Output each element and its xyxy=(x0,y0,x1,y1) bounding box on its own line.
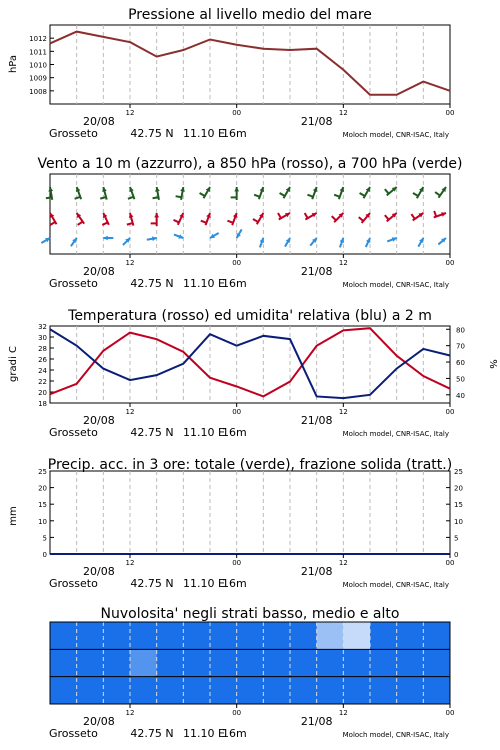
chart-title: Vento a 10 m (azzurro), a 850 hPa (rosso), a 700 hPa (verde) xyxy=(37,156,463,172)
location-elev: 16m xyxy=(222,577,247,590)
y-tick-label-left: 32 xyxy=(38,323,47,331)
wind-barb-700-hPa xyxy=(100,187,107,200)
precipitation-chart xyxy=(0,452,500,600)
barb-feather xyxy=(280,193,285,196)
location-lon: 11.10 E xyxy=(183,577,225,590)
wind-barb-850-hPa xyxy=(151,213,159,226)
date-label: 21/08 xyxy=(300,565,333,578)
cloud-cell-medio xyxy=(370,649,397,676)
wind-barb-10-m xyxy=(418,238,423,247)
wind-barb-850-hPa xyxy=(434,211,446,218)
x-tick-label: 00 xyxy=(445,408,455,416)
cloud-cell-alto xyxy=(317,622,344,649)
cloud-cell-alto xyxy=(130,622,157,649)
cloud-cell-basso xyxy=(237,677,264,704)
location-lon: 11.10 E xyxy=(183,426,225,439)
barb-feather xyxy=(127,223,133,225)
cloud-cell-alto xyxy=(343,622,370,649)
location-elev: 16m xyxy=(222,277,247,290)
temperature-humidity-panel xyxy=(0,300,500,450)
y-tick-label: 1009 xyxy=(29,74,47,83)
y-tick-label-left: 28 xyxy=(38,345,47,353)
chart-title: Pressione al livello medio del mare xyxy=(128,7,372,23)
location-lat: 42.75 N xyxy=(130,127,174,140)
location-lon: 11.10 E xyxy=(183,127,225,140)
temperature-line xyxy=(50,328,450,396)
y-tick-label-right: 10 xyxy=(454,517,463,526)
wind-barb-700-hPa xyxy=(128,187,135,199)
location-lon: 11.10 E xyxy=(183,727,225,740)
barb-head xyxy=(103,236,107,241)
x-tick-label: 12 xyxy=(125,259,135,267)
barb-feather xyxy=(434,211,436,217)
x-tick-label: 12 xyxy=(338,709,348,717)
pressure-chart xyxy=(0,0,500,148)
x-tick-label: 00 xyxy=(232,109,242,117)
date-label: 20/08 xyxy=(83,414,115,427)
x-tick-label: 12 xyxy=(338,259,348,267)
cloud-cell-basso xyxy=(183,677,210,704)
cloud-cell-alto xyxy=(77,622,104,649)
location-elev: 16m xyxy=(222,127,247,140)
cloud-cell-basso xyxy=(50,677,77,704)
cloud-cell-alto xyxy=(397,622,424,649)
wind-barb-700-hPa xyxy=(435,187,446,198)
x-tick-label: 12 xyxy=(338,109,348,117)
cloud-cell-basso xyxy=(210,677,237,704)
barb-feather xyxy=(50,222,55,225)
y-tick-label-left: 20 xyxy=(38,484,47,493)
y-tick-label-left: 0 xyxy=(42,551,47,559)
wind-barb-10-m xyxy=(174,234,183,239)
cloud-cell-alto xyxy=(290,622,317,649)
wind-barb-10-m xyxy=(210,233,219,238)
wind-barb-850-hPa xyxy=(385,213,397,221)
plot-frame xyxy=(50,25,450,104)
wind-barb-700-hPa xyxy=(334,187,344,199)
location-name: Grosseto xyxy=(49,426,98,439)
date-label: 20/08 xyxy=(83,115,115,128)
y-axis-label-right: % xyxy=(487,359,498,369)
location-lat: 42.75 N xyxy=(130,277,174,290)
wind-barb-10-m xyxy=(310,238,316,246)
chart-title: Temperatura (rosso) ed umidita' relativa (blu) a 2 m xyxy=(68,308,432,324)
barb-feather xyxy=(201,221,207,223)
y-tick-label-left: 5 xyxy=(42,534,47,543)
y-tick-label: 1012 xyxy=(29,35,47,44)
x-tick-label: 12 xyxy=(125,559,135,567)
y-tick-label-right: 20 xyxy=(454,484,463,493)
x-tick-label: 00 xyxy=(445,109,455,117)
y-tick-label-right: 5 xyxy=(454,534,459,543)
y-tick-label-left: 15 xyxy=(38,501,47,510)
chart-title: Precip. acc. in 3 ore: totale (verde), frazione solida (tratt.) xyxy=(47,457,453,473)
cloud-cell-medio xyxy=(237,649,264,676)
barb-feather xyxy=(305,213,308,218)
y-tick-label: 1010 xyxy=(29,61,47,70)
barb-feather xyxy=(46,197,52,198)
y-tick-label-left: 30 xyxy=(38,334,47,342)
barb-feather xyxy=(174,220,179,223)
wind-barb-700-hPa xyxy=(231,187,239,200)
barb-feather xyxy=(254,195,260,197)
wind-barb-850-hPa xyxy=(278,213,290,220)
wind-barb-850-hPa xyxy=(201,213,211,225)
y-tick-label-left: 26 xyxy=(38,356,47,364)
y-tick-label-right: 60 xyxy=(456,359,465,368)
y-tick-label-left: 22 xyxy=(38,378,47,386)
location-name: Grosseto xyxy=(49,127,98,140)
barb-feather xyxy=(411,214,414,219)
y-tick-label-right: 50 xyxy=(456,375,465,384)
barb-feather xyxy=(334,195,340,197)
barb-feather xyxy=(102,222,107,225)
cloud-cell-basso xyxy=(157,677,184,704)
x-tick-label: 12 xyxy=(338,559,348,567)
wind-barb-850-hPa xyxy=(359,213,370,223)
cloud-cell-alto xyxy=(263,622,290,649)
barb-feather xyxy=(413,193,418,196)
wind-barb-700-hPa xyxy=(254,187,264,199)
location-name: Grosseto xyxy=(49,577,98,590)
x-tick-label: 00 xyxy=(445,259,455,267)
cloud-cell-basso xyxy=(370,677,397,704)
cloud-cover-chart xyxy=(0,600,500,750)
y-tick-label-right: 70 xyxy=(456,342,465,351)
wind-barb-850-hPa xyxy=(227,213,237,225)
wind-barb-850-hPa xyxy=(77,213,84,225)
wind-panel xyxy=(0,150,500,298)
x-tick-label: 12 xyxy=(125,408,135,416)
barb-feather xyxy=(176,196,182,197)
x-tick-label: 00 xyxy=(445,709,455,717)
cloud-cell-basso xyxy=(290,677,317,704)
date-label: 21/08 xyxy=(300,115,333,128)
cloud-cell-basso xyxy=(397,677,424,704)
barb-feather xyxy=(360,193,365,196)
barb-head xyxy=(234,187,239,191)
y-axis-label: hPa xyxy=(8,54,19,74)
wind-barb-10-m xyxy=(123,238,130,245)
barb-feather xyxy=(100,197,106,199)
y-tick-label-right: 0 xyxy=(454,551,459,559)
y-tick-label: 1008 xyxy=(29,87,47,96)
date-label: 21/08 xyxy=(300,265,333,278)
y-tick-label-left: 18 xyxy=(38,400,47,408)
cloud-cell-basso xyxy=(423,677,450,704)
cloud-cover-panel xyxy=(0,600,500,750)
wind-barb-10-m xyxy=(41,238,50,243)
y-axis-label-left: gradi C xyxy=(8,346,19,382)
barb-feather xyxy=(278,213,281,218)
cloud-cell-alto xyxy=(423,622,450,649)
x-tick-label: 00 xyxy=(232,408,242,416)
y-tick-label: 1011 xyxy=(29,48,47,57)
cloud-cell-basso xyxy=(343,677,370,704)
cloud-cell-alto xyxy=(370,622,397,649)
barb-feather xyxy=(227,221,233,223)
date-label: 20/08 xyxy=(83,565,115,578)
wind-barb-700-hPa xyxy=(280,187,290,198)
cloud-cell-alto xyxy=(210,622,237,649)
plot-frame xyxy=(50,471,450,554)
x-tick-label: 12 xyxy=(338,408,348,416)
date-label: 20/08 xyxy=(83,715,115,728)
model-credit: Moloch model, CNR-ISAC, Italy xyxy=(342,731,449,739)
pressure-panel xyxy=(0,0,500,148)
x-tick-label: 00 xyxy=(232,559,242,567)
barb-feather xyxy=(307,195,313,197)
y-tick-label-right: 15 xyxy=(454,501,463,510)
date-label: 20/08 xyxy=(83,265,115,278)
cloud-cell-basso xyxy=(77,677,104,704)
model-credit: Moloch model, CNR-ISAC, Italy xyxy=(342,581,449,589)
location-name: Grosseto xyxy=(49,277,98,290)
cloud-cell-medio xyxy=(130,649,157,676)
barb-feather xyxy=(385,189,389,194)
barb-feather xyxy=(385,215,389,220)
wind-barb-10-m xyxy=(438,238,446,244)
pressure-line xyxy=(50,32,450,95)
cloud-cell-basso xyxy=(130,677,157,704)
wind-barb-850-hPa xyxy=(50,213,57,225)
wind-barb-700-hPa xyxy=(385,187,397,195)
wind-barb-700-hPa xyxy=(360,187,370,198)
barb-feather xyxy=(200,193,205,196)
date-label: 21/08 xyxy=(300,715,333,728)
wind-barb-700-hPa xyxy=(200,187,210,198)
location-lat: 42.75 N xyxy=(130,426,174,439)
cloud-cell-medio xyxy=(183,649,210,676)
cloud-cell-basso xyxy=(103,677,130,704)
x-tick-label: 12 xyxy=(125,109,135,117)
x-tick-label: 00 xyxy=(232,259,242,267)
y-tick-label-left: 24 xyxy=(38,367,47,375)
x-tick-label: 00 xyxy=(232,709,242,717)
location-name: Grosseto xyxy=(49,727,98,740)
wind-barb-850-hPa xyxy=(174,213,184,225)
wind-barb-700-hPa xyxy=(75,187,82,199)
wind-barb-10-m xyxy=(71,238,77,246)
wind-chart xyxy=(0,150,500,298)
wind-barb-850-hPa xyxy=(253,213,263,224)
wind-barb-10-m xyxy=(387,237,396,242)
cloud-cell-medio xyxy=(317,649,344,676)
y-tick-label-right: 80 xyxy=(456,326,465,335)
wind-barb-10-m xyxy=(285,238,290,247)
wind-barb-850-hPa xyxy=(332,213,344,222)
barb-feather xyxy=(153,197,159,198)
cloud-cell-medio xyxy=(157,649,184,676)
date-label: 21/08 xyxy=(300,414,333,427)
chart-title: Nuvolosita' negli strati basso, medio e alto xyxy=(100,606,400,622)
cloud-cell-medio xyxy=(397,649,424,676)
barb-feather xyxy=(332,216,336,220)
x-tick-label: 12 xyxy=(125,709,135,717)
cloud-cell-medio xyxy=(263,649,290,676)
barb-feather xyxy=(253,219,258,222)
location-lon: 11.10 E xyxy=(183,277,225,290)
cloud-cell-alto xyxy=(50,622,77,649)
cloud-cell-alto xyxy=(237,622,264,649)
y-axis-label: mm xyxy=(8,506,19,526)
barb-head xyxy=(154,213,159,217)
wind-barb-10-m xyxy=(147,236,157,241)
humidity-line xyxy=(50,329,450,398)
model-credit: Moloch model, CNR-ISAC, Italy xyxy=(342,281,449,289)
y-tick-label-left: 10 xyxy=(38,517,47,526)
cloud-cell-medio xyxy=(50,649,77,676)
temperature-humidity-chart xyxy=(0,300,500,450)
y-tick-label-right: 25 xyxy=(454,468,463,476)
wind-barb-10-m xyxy=(103,236,113,241)
x-tick-label: 00 xyxy=(445,559,455,567)
wind-barb-850-hPa xyxy=(411,213,423,220)
y-tick-label-left: 20 xyxy=(38,389,47,397)
cloud-cell-medio xyxy=(290,649,317,676)
model-credit: Moloch model, CNR-ISAC, Italy xyxy=(342,430,449,438)
cloud-cell-alto xyxy=(103,622,130,649)
location-lat: 42.75 N xyxy=(130,727,174,740)
cloud-cell-medio xyxy=(103,649,130,676)
cloud-cell-medio xyxy=(343,649,370,676)
y-tick-label-left: 25 xyxy=(38,468,47,476)
barb-feather xyxy=(75,197,81,199)
barb-feather xyxy=(78,222,83,225)
barb-feather xyxy=(128,197,134,199)
model-credit: Moloch model, CNR-ISAC, Italy xyxy=(342,131,449,139)
cloud-cell-medio xyxy=(423,649,450,676)
location-elev: 16m xyxy=(222,426,247,439)
cloud-cell-alto xyxy=(157,622,184,649)
barb-feather xyxy=(359,217,364,221)
wind-barb-700-hPa xyxy=(153,187,160,200)
wind-barb-700-hPa xyxy=(307,187,317,199)
y-tick-label-right: 40 xyxy=(456,391,465,400)
location-lat: 42.75 N xyxy=(130,577,174,590)
barb-feather xyxy=(435,192,440,195)
cloud-cell-medio xyxy=(210,649,237,676)
wind-barb-850-hPa xyxy=(305,213,317,220)
cloud-cell-alto xyxy=(183,622,210,649)
wind-barb-10-m xyxy=(237,229,242,238)
cloud-cell-basso xyxy=(317,677,344,704)
cloud-cell-medio xyxy=(77,649,104,676)
wind-barb-700-hPa xyxy=(413,187,423,198)
cloud-cell-basso xyxy=(263,677,290,704)
plot-frame xyxy=(50,174,450,254)
precipitation-panel xyxy=(0,452,500,600)
location-elev: 16m xyxy=(222,727,247,740)
